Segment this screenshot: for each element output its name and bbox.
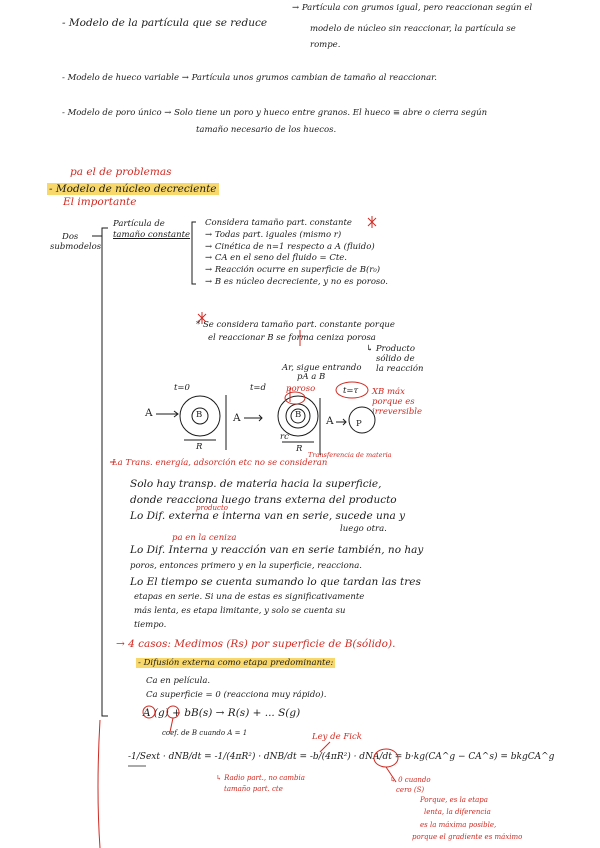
- footnote-3: es la máxima posible,: [420, 821, 497, 829]
- diagram-t0: t=0: [174, 383, 190, 393]
- diagram-rc: rc: [280, 432, 289, 442]
- case-ext-2: Ca superficie = 0 (reacciona muy rápido).: [146, 690, 327, 700]
- label-dos: Dos: [62, 232, 79, 242]
- diagram-p: P: [356, 419, 362, 429]
- mech-4-sup: producto: [196, 504, 228, 512]
- line-variable-hole: - Modelo de hueco variable → Partícula unos grumos cambian de tamaño al reaccionar.: [62, 73, 437, 83]
- cond-6: → B es núcleo decreciente, y no es poroso.: [205, 277, 388, 287]
- fick-label: Ley de Fick: [312, 732, 362, 742]
- equation-reaction-note: coef. de B cuando A = 1: [162, 729, 248, 737]
- cond-5: → Reacción ocurre en superficie de B(r₀): [205, 265, 381, 275]
- label-submodelos: submodelos: [50, 242, 102, 252]
- mech-8: poros, entonces primero y en la superficie, reacciona.: [130, 561, 362, 571]
- mech-12: tiempo.: [134, 620, 167, 630]
- equation-reaction: A (g) + bB(s) → R(s) + ... S(g): [143, 707, 301, 719]
- diagram-b2: B: [295, 410, 302, 420]
- submodel-bracket: [102, 228, 108, 716]
- zero-note-2: cero (S): [396, 786, 425, 794]
- note-5: la reacción: [376, 364, 424, 374]
- cond-2: → Todas part. iguales (mismo r): [205, 230, 342, 240]
- mech-3: donde reacciona luego trans externa del producto: [130, 494, 397, 506]
- mech-7: Lo Dif. Interna y reacción van en serie también, no hay: [130, 544, 424, 556]
- diagram-a2: A: [233, 412, 241, 424]
- diagram-a1: A: [145, 407, 153, 419]
- cases-line: → 4 casos: Medimos (Rs) por superficie de B(sólido).: [116, 638, 396, 650]
- mech-10: etapas en serie. Si una de estas es significativamente: [134, 592, 365, 602]
- label-particle-constant-1: Partícula de: [113, 219, 165, 229]
- mech-1: La Trans. energía, adsorción etc no se consideran: [112, 458, 328, 468]
- diagram-poroso: poroso: [286, 384, 316, 394]
- mech-5: luego otra.: [340, 524, 387, 534]
- case-ext-diffusion-text: - Difusión externa como etapa predominante:: [138, 658, 334, 668]
- radius-note-2: tamaño part. cte: [224, 785, 283, 793]
- cond-1: Considera tamaño part. constante: [205, 218, 352, 228]
- mech-1-sup: Transferencia de materia: [308, 451, 392, 459]
- mech-4: Lo Dif. externa e interna van en serie, sucede una y: [130, 510, 406, 522]
- note-4: sólido de: [376, 354, 415, 364]
- diagram-r2: R: [296, 444, 303, 454]
- line-model-shrinking: - Modelo de la partícula que se reduce: [62, 17, 268, 29]
- footnote-1: Porque, es la etapa: [420, 796, 488, 804]
- section-title-text: - Modelo de núcleo decreciente: [49, 183, 217, 195]
- note-1: * Se considera tamaño part. constante porque: [196, 320, 395, 330]
- note-2: el reaccionar B se forma ceniza porosa: [208, 333, 376, 343]
- diagram-xb: XB máx: [372, 387, 405, 397]
- diagram-pab: pA a B: [297, 372, 326, 382]
- equation-rate: -1/Sext · dNB/dt = -1/(4πR²) · dNB/dt = -b/(4πR²) · dNA/dt = b·kg(CA^g − CA^s) = bkgCA^g: [128, 752, 555, 762]
- diagram-a3: A: [326, 415, 334, 427]
- footnote-4: porque el gradiente es máximo: [412, 833, 523, 841]
- mech-6: pa en la ceniza: [172, 533, 237, 543]
- label-particle-constant-2: tamaño constante: [113, 230, 191, 240]
- diagram-t-tau: t=τ: [343, 386, 359, 396]
- zero-note-1: ↳ 0 cuando: [390, 776, 431, 784]
- cond-3: → Cinética de n=1 respecto a A (fluido): [205, 242, 375, 252]
- footnote-2: lenta, la diferencia: [424, 808, 491, 816]
- diagram-porque: porque es: [372, 397, 415, 407]
- diagram-r1: R: [196, 442, 203, 452]
- case-ext-1: Ca en película.: [146, 676, 211, 686]
- particle-t0: [180, 396, 220, 436]
- mech-2: Solo hay transp. de materia hacia la superficie,: [130, 478, 382, 490]
- note-3: ↳ Producto: [366, 344, 415, 354]
- line-model-shrinking-note-2: modelo de núcleo sin reaccionar, la partícula se: [310, 24, 516, 34]
- particle-ttau: [349, 407, 375, 433]
- important-note: El importante: [63, 196, 137, 208]
- cond-4: → CA en el seno del fluido = Cte.: [205, 253, 348, 263]
- conditions-bracket: [192, 222, 196, 284]
- diagram-t1: t=d: [250, 383, 266, 393]
- mech-9: Lo El tiempo se cuenta sumando lo que tardan las tres: [130, 576, 421, 588]
- line-model-shrinking-note-1: → Partícula con grumos igual, pero reaccionan según el: [292, 3, 533, 13]
- red-note-problems: pa el de problemas: [70, 166, 172, 178]
- mech-11: más lenta, es etapa limitante, y solo se cuenta su: [134, 606, 346, 616]
- line-model-shrinking-note-3: rompe.: [310, 40, 341, 50]
- diagram-ar: Ar, sigue entrando: [282, 363, 362, 373]
- diagram-irrev: irreversible: [372, 407, 423, 417]
- line-single-pore-2: tamaño necesario de los huecos.: [196, 125, 337, 135]
- diagram-b1: B: [196, 410, 203, 420]
- radius-note-1: ↳ Radio part., no cambia: [216, 774, 305, 782]
- particle-td: [278, 396, 318, 436]
- line-single-pore-1: - Modelo de poro único → Solo tiene un poro y hueco entre granos. El hueco ≡ abre o cierra según: [62, 108, 488, 118]
